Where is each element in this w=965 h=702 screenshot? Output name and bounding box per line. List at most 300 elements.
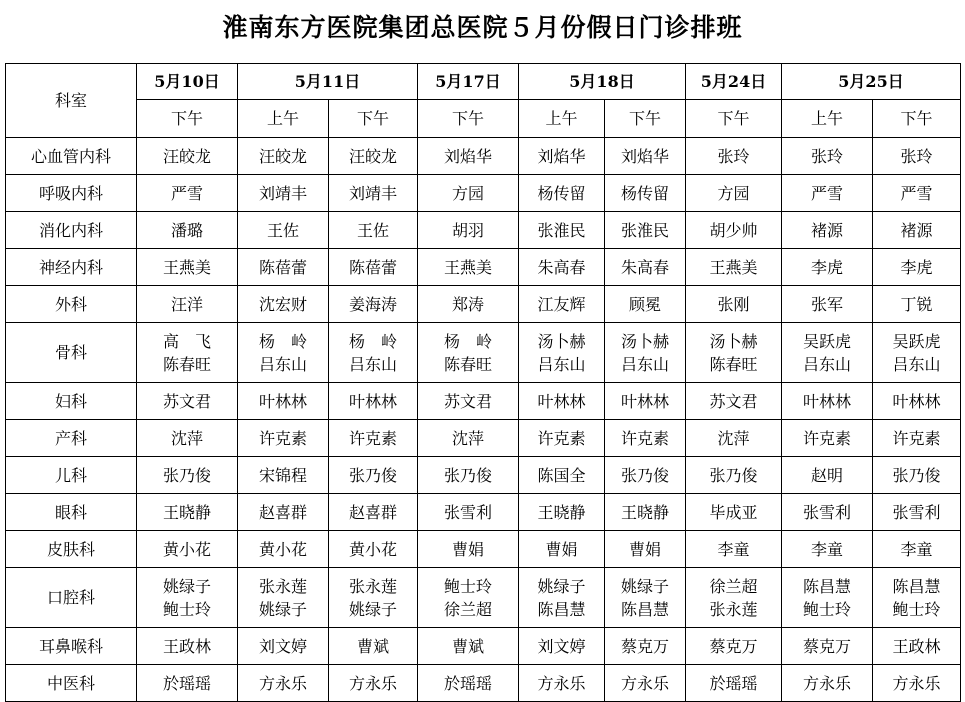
doctor-name: 丁锐 bbox=[900, 294, 933, 314]
doctor-name: 刘焰华 bbox=[620, 146, 669, 166]
doctor-name: 曹娟 bbox=[545, 539, 578, 559]
doctor-cell bbox=[418, 568, 519, 628]
doctor-name: 黄小花 bbox=[258, 539, 307, 559]
doctor-name: 陈春旺 bbox=[443, 354, 492, 374]
table-row bbox=[6, 383, 961, 420]
doctor-cell bbox=[238, 175, 329, 212]
doctor-cell bbox=[782, 175, 873, 212]
doctor-name: 徐兰超 bbox=[709, 576, 758, 596]
doctor-name: 杨 岭 bbox=[443, 331, 492, 351]
doctor-name: 蔡克万 bbox=[709, 636, 758, 656]
doctor-name: 许克素 bbox=[537, 428, 586, 448]
doctor-cell bbox=[873, 175, 961, 212]
doctor-cell bbox=[329, 138, 418, 175]
doctor-cell bbox=[873, 628, 961, 665]
doctor-name: 张永莲 bbox=[258, 576, 307, 596]
doctor-name: 杨传留 bbox=[537, 183, 586, 203]
doctor-cell bbox=[238, 628, 329, 665]
doctor-cell bbox=[137, 249, 238, 286]
department-name: 消化内科 bbox=[6, 212, 137, 249]
doctor-cell bbox=[418, 138, 519, 175]
doctor-cell bbox=[137, 531, 238, 568]
table-row bbox=[6, 212, 961, 249]
doctor-name: 高 飞 bbox=[162, 331, 211, 351]
doctor-cell bbox=[873, 665, 961, 702]
doctor-cell bbox=[519, 568, 605, 628]
doctor-cell bbox=[782, 212, 873, 249]
doctor-name: 赵明 bbox=[810, 465, 843, 485]
table-row bbox=[6, 628, 961, 665]
table-row bbox=[6, 175, 961, 212]
doctor-cell bbox=[329, 457, 418, 494]
department-name: 呼吸内科 bbox=[6, 175, 137, 212]
doctor-cell bbox=[137, 628, 238, 665]
doctor-name: 陈春旺 bbox=[709, 354, 758, 374]
doctor-cell bbox=[238, 212, 329, 249]
doctor-cell bbox=[519, 138, 605, 175]
doctor-cell bbox=[137, 568, 238, 628]
period-header: 下午 bbox=[329, 100, 418, 138]
doctor-cell bbox=[686, 494, 782, 531]
doctor-cell bbox=[418, 286, 519, 323]
table-row bbox=[6, 249, 961, 286]
doctor-cell bbox=[605, 249, 686, 286]
doctor-cell bbox=[873, 420, 961, 457]
doctor-name: 姜海涛 bbox=[348, 294, 397, 314]
doctor-cell bbox=[418, 628, 519, 665]
doctor-name: 蔡克万 bbox=[802, 636, 851, 656]
doctor-name: 吕东山 bbox=[348, 354, 397, 374]
doctor-name: 方永乐 bbox=[537, 673, 586, 693]
doctor-name: 张乃俊 bbox=[162, 465, 211, 485]
doctor-name: 姚绿子 bbox=[162, 576, 211, 596]
doctor-name: 吕东山 bbox=[258, 354, 307, 374]
doctor-cell bbox=[329, 628, 418, 665]
doctor-cell bbox=[519, 175, 605, 212]
doctor-name: 王晓静 bbox=[537, 502, 586, 522]
doctor-cell bbox=[686, 457, 782, 494]
period-header: 上午 bbox=[782, 100, 873, 138]
table-row bbox=[6, 420, 961, 457]
doctor-name: 曹斌 bbox=[356, 636, 389, 656]
department-name: 外科 bbox=[6, 286, 137, 323]
doctor-cell bbox=[686, 568, 782, 628]
doctor-cell bbox=[137, 175, 238, 212]
doctor-name: 方园 bbox=[717, 183, 750, 203]
department-name: 妇科 bbox=[6, 383, 137, 420]
doctor-name: 苏文君 bbox=[162, 391, 211, 411]
doctor-name: 王燕美 bbox=[709, 257, 758, 277]
department-name: 中医科 bbox=[6, 665, 137, 702]
doctor-cell bbox=[873, 286, 961, 323]
doctor-name: 刘靖丰 bbox=[258, 183, 307, 203]
doctor-cell bbox=[238, 286, 329, 323]
doctor-cell bbox=[782, 323, 873, 383]
doctor-name: 叶林林 bbox=[537, 391, 586, 411]
doctor-name: 张玲 bbox=[717, 146, 750, 166]
department-name: 心血管内科 bbox=[6, 138, 137, 175]
date-header: 5月11日 bbox=[238, 64, 418, 100]
doctor-name: 刘焰华 bbox=[537, 146, 586, 166]
doctor-name: 叶林林 bbox=[258, 391, 307, 411]
doctor-cell bbox=[782, 531, 873, 568]
doctor-name: 王政林 bbox=[162, 636, 211, 656]
doctor-name: 苏文君 bbox=[443, 391, 492, 411]
doctor-cell bbox=[605, 212, 686, 249]
doctor-name: 方永乐 bbox=[620, 673, 669, 693]
doctor-cell bbox=[605, 494, 686, 531]
doctor-name: 朱高春 bbox=[537, 257, 586, 277]
doctor-name: 刘文婷 bbox=[537, 636, 586, 656]
doctor-name: 方永乐 bbox=[892, 673, 941, 693]
doctor-cell bbox=[782, 383, 873, 420]
doctor-cell bbox=[137, 138, 238, 175]
doctor-name: 许克素 bbox=[802, 428, 851, 448]
doctor-name: 鲍士玲 bbox=[443, 576, 492, 596]
doctor-name: 李童 bbox=[900, 539, 933, 559]
department-name: 产科 bbox=[6, 420, 137, 457]
department-name: 耳鼻喉科 bbox=[6, 628, 137, 665]
doctor-name: 李童 bbox=[810, 539, 843, 559]
doctor-cell bbox=[418, 420, 519, 457]
doctor-name: 汪皎龙 bbox=[162, 146, 211, 166]
doctor-name: 张雪利 bbox=[443, 502, 492, 522]
doctor-cell bbox=[418, 531, 519, 568]
doctor-name: 於瑶瑶 bbox=[443, 673, 492, 693]
doctor-cell bbox=[686, 531, 782, 568]
doctor-cell bbox=[686, 286, 782, 323]
doctor-cell bbox=[873, 494, 961, 531]
doctor-cell bbox=[418, 383, 519, 420]
period-header: 下午 bbox=[605, 100, 686, 138]
doctor-name: 张永莲 bbox=[709, 599, 758, 619]
doctor-name: 鲍士玲 bbox=[802, 599, 851, 619]
doctor-name: 毕成亚 bbox=[709, 502, 758, 522]
page-title: 淮南东方医院集团总医院５月份假日门诊排班 bbox=[222, 13, 743, 42]
doctor-cell bbox=[686, 175, 782, 212]
doctor-name: 曹娟 bbox=[451, 539, 484, 559]
doctor-cell bbox=[137, 286, 238, 323]
doctor-cell bbox=[418, 323, 519, 383]
doctor-name: 顾冕 bbox=[628, 294, 661, 314]
doctor-cell bbox=[137, 383, 238, 420]
period-header-row bbox=[6, 100, 961, 138]
doctor-cell bbox=[329, 420, 418, 457]
date-header: 5月25日 bbox=[782, 64, 961, 100]
table-row bbox=[6, 286, 961, 323]
doctor-cell bbox=[873, 138, 961, 175]
doctor-cell bbox=[519, 457, 605, 494]
doctor-name: 郑涛 bbox=[451, 294, 484, 314]
doctor-name: 黄小花 bbox=[348, 539, 397, 559]
period-header: 下午 bbox=[137, 100, 238, 138]
department-name: 口腔科 bbox=[6, 568, 137, 628]
doctor-cell bbox=[329, 568, 418, 628]
doctor-name: 严雪 bbox=[900, 183, 933, 203]
doctor-cell bbox=[605, 457, 686, 494]
doctor-cell bbox=[686, 249, 782, 286]
doctor-cell bbox=[519, 212, 605, 249]
doctor-cell bbox=[686, 212, 782, 249]
doctor-name: 褚源 bbox=[900, 220, 933, 240]
doctor-name: 於瑶瑶 bbox=[709, 673, 758, 693]
doctor-cell bbox=[238, 420, 329, 457]
doctor-name: 姚绿子 bbox=[348, 599, 397, 619]
doctor-name: 徐兰超 bbox=[443, 599, 492, 619]
doctor-name: 汤卜赫 bbox=[537, 331, 586, 351]
doctor-name: 杨 岭 bbox=[258, 331, 307, 351]
date-header: 5月10日 bbox=[137, 64, 238, 100]
doctor-cell bbox=[605, 175, 686, 212]
doctor-name: 鲍士玲 bbox=[892, 599, 941, 619]
doctor-cell bbox=[873, 212, 961, 249]
doctor-name: 张乃俊 bbox=[443, 465, 492, 485]
doctor-cell bbox=[686, 420, 782, 457]
doctor-cell bbox=[686, 628, 782, 665]
doctor-cell bbox=[238, 323, 329, 383]
doctor-name: 张军 bbox=[810, 294, 843, 314]
doctor-cell bbox=[782, 457, 873, 494]
doctor-cell bbox=[605, 665, 686, 702]
doctor-cell bbox=[418, 175, 519, 212]
doctor-name: 陈国全 bbox=[537, 465, 586, 485]
date-header: 5月17日 bbox=[418, 64, 519, 100]
doctor-cell bbox=[782, 138, 873, 175]
doctor-cell bbox=[605, 138, 686, 175]
doctor-cell bbox=[238, 383, 329, 420]
doctor-name: 吴跃虎 bbox=[892, 331, 941, 351]
doctor-cell bbox=[137, 665, 238, 702]
doctor-cell bbox=[238, 249, 329, 286]
doctor-name: 王燕美 bbox=[443, 257, 492, 277]
doctor-name: 陈蓓蕾 bbox=[348, 257, 397, 277]
doctor-name: 叶林林 bbox=[620, 391, 669, 411]
doctor-cell bbox=[873, 383, 961, 420]
doctor-name: 李童 bbox=[717, 539, 750, 559]
doctor-cell bbox=[137, 420, 238, 457]
doctor-name: 叶林林 bbox=[802, 391, 851, 411]
doctor-name: 汤卜赫 bbox=[620, 331, 669, 351]
doctor-cell bbox=[418, 665, 519, 702]
doctor-cell bbox=[519, 420, 605, 457]
doctor-name: 汪洋 bbox=[170, 294, 203, 314]
doctor-name: 张淮民 bbox=[537, 220, 586, 240]
doctor-name: 叶林林 bbox=[348, 391, 397, 411]
doctor-name: 严雪 bbox=[810, 183, 843, 203]
doctor-name: 张淮民 bbox=[620, 220, 669, 240]
doctor-name: 赵喜群 bbox=[258, 502, 307, 522]
doctor-name: 方永乐 bbox=[802, 673, 851, 693]
doctor-cell bbox=[686, 665, 782, 702]
doctor-name: 陈昌慧 bbox=[892, 576, 941, 596]
doctor-name: 曹斌 bbox=[451, 636, 484, 656]
doctor-name: 王晓静 bbox=[162, 502, 211, 522]
date-header-row bbox=[6, 64, 961, 100]
doctor-name: 王政林 bbox=[892, 636, 941, 656]
doctor-name: 王佐 bbox=[356, 220, 389, 240]
doctor-name: 曹娟 bbox=[628, 539, 661, 559]
doctor-name: 陈春旺 bbox=[162, 354, 211, 374]
doctor-name: 沈萍 bbox=[717, 428, 750, 448]
doctor-name: 严雪 bbox=[170, 183, 203, 203]
table-row bbox=[6, 665, 961, 702]
doctor-cell bbox=[519, 383, 605, 420]
doctor-name: 方园 bbox=[451, 183, 484, 203]
doctor-name: 蔡克万 bbox=[620, 636, 669, 656]
doctor-cell bbox=[605, 323, 686, 383]
doctor-name: 杨传留 bbox=[620, 183, 669, 203]
period-header: 下午 bbox=[686, 100, 782, 138]
doctor-cell bbox=[605, 628, 686, 665]
doctor-name: 李虎 bbox=[900, 257, 933, 277]
doctor-name: 许克素 bbox=[258, 428, 307, 448]
doctor-cell bbox=[329, 286, 418, 323]
table-row bbox=[6, 138, 961, 175]
doctor-name: 於瑶瑶 bbox=[162, 673, 211, 693]
doctor-name: 姚绿子 bbox=[620, 576, 669, 596]
doctor-cell bbox=[782, 249, 873, 286]
department-name: 神经内科 bbox=[6, 249, 137, 286]
doctor-name: 胡少帅 bbox=[709, 220, 758, 240]
doctor-cell bbox=[519, 628, 605, 665]
doctor-name: 吕东山 bbox=[802, 354, 851, 374]
doctor-name: 刘焰华 bbox=[443, 146, 492, 166]
doctor-name: 张雪利 bbox=[892, 502, 941, 522]
doctor-name: 沈萍 bbox=[170, 428, 203, 448]
doctor-cell bbox=[782, 420, 873, 457]
doctor-name: 吕东山 bbox=[892, 354, 941, 374]
doctor-cell bbox=[519, 531, 605, 568]
doctor-cell bbox=[782, 665, 873, 702]
doctor-cell bbox=[605, 531, 686, 568]
department-name: 儿科 bbox=[6, 457, 137, 494]
doctor-cell bbox=[605, 420, 686, 457]
doctor-cell bbox=[137, 494, 238, 531]
doctor-name: 姚绿子 bbox=[537, 576, 586, 596]
doctor-name: 张乃俊 bbox=[620, 465, 669, 485]
doctor-name: 张雪利 bbox=[802, 502, 851, 522]
doctor-cell bbox=[137, 457, 238, 494]
doctor-name: 姚绿子 bbox=[258, 599, 307, 619]
period-header: 上午 bbox=[238, 100, 329, 138]
doctor-cell bbox=[605, 383, 686, 420]
table-row bbox=[6, 531, 961, 568]
doctor-cell bbox=[329, 249, 418, 286]
doctor-name: 许克素 bbox=[348, 428, 397, 448]
doctor-name: 王佐 bbox=[266, 220, 299, 240]
doctor-cell bbox=[519, 665, 605, 702]
date-header: 5月24日 bbox=[686, 64, 782, 100]
doctor-cell bbox=[686, 138, 782, 175]
doctor-cell bbox=[873, 568, 961, 628]
doctor-cell bbox=[686, 383, 782, 420]
doctor-cell bbox=[418, 494, 519, 531]
doctor-cell bbox=[329, 665, 418, 702]
doctor-name: 张玲 bbox=[900, 146, 933, 166]
doctor-cell bbox=[782, 628, 873, 665]
table-row bbox=[6, 568, 961, 628]
doctor-name: 鲍士玲 bbox=[162, 599, 211, 619]
doctor-cell bbox=[329, 323, 418, 383]
period-header: 下午 bbox=[418, 100, 519, 138]
doctor-name: 张玲 bbox=[810, 146, 843, 166]
doctor-name: 方永乐 bbox=[348, 673, 397, 693]
doctor-name: 李虎 bbox=[810, 257, 843, 277]
doctor-cell bbox=[238, 531, 329, 568]
doctor-cell bbox=[873, 457, 961, 494]
period-header: 上午 bbox=[519, 100, 605, 138]
doctor-name: 王晓静 bbox=[620, 502, 669, 522]
schedule-body bbox=[6, 138, 961, 702]
doctor-cell bbox=[873, 531, 961, 568]
doctor-name: 汤卜赫 bbox=[709, 331, 758, 351]
doctor-name: 潘璐 bbox=[170, 220, 203, 240]
doctor-cell bbox=[873, 323, 961, 383]
doctor-cell bbox=[329, 212, 418, 249]
doctor-cell bbox=[238, 457, 329, 494]
doctor-cell bbox=[329, 531, 418, 568]
doctor-name: 方永乐 bbox=[258, 673, 307, 693]
doctor-cell bbox=[329, 383, 418, 420]
date-header: 5月18日 bbox=[519, 64, 686, 100]
doctor-cell bbox=[238, 494, 329, 531]
doctor-cell bbox=[605, 286, 686, 323]
department-name: 骨科 bbox=[6, 323, 137, 383]
doctor-name: 宋锦程 bbox=[258, 465, 307, 485]
doctor-name: 朱高春 bbox=[620, 257, 669, 277]
doctor-name: 张乃俊 bbox=[348, 465, 397, 485]
doctor-cell bbox=[782, 568, 873, 628]
doctor-cell bbox=[519, 323, 605, 383]
doctor-cell bbox=[418, 212, 519, 249]
doctor-cell bbox=[238, 665, 329, 702]
doctor-name: 陈昌慧 bbox=[620, 599, 669, 619]
doctor-cell bbox=[418, 249, 519, 286]
doctor-cell bbox=[519, 494, 605, 531]
doctor-cell bbox=[519, 286, 605, 323]
doctor-cell bbox=[137, 212, 238, 249]
department-header: 科室 bbox=[6, 64, 137, 138]
doctor-name: 褚源 bbox=[810, 220, 843, 240]
doctor-name: 张永莲 bbox=[348, 576, 397, 596]
schedule-table bbox=[5, 63, 961, 702]
doctor-cell bbox=[329, 494, 418, 531]
doctor-cell bbox=[519, 249, 605, 286]
doctor-name: 陈昌慧 bbox=[537, 599, 586, 619]
doctor-cell bbox=[782, 494, 873, 531]
doctor-cell bbox=[238, 568, 329, 628]
doctor-name: 赵喜群 bbox=[348, 502, 397, 522]
doctor-name: 王燕美 bbox=[162, 257, 211, 277]
table-row bbox=[6, 323, 961, 383]
doctor-name: 黄小花 bbox=[162, 539, 211, 559]
doctor-cell bbox=[238, 138, 329, 175]
doctor-name: 刘文婷 bbox=[258, 636, 307, 656]
doctor-cell bbox=[137, 323, 238, 383]
doctor-name: 陈昌慧 bbox=[802, 576, 851, 596]
doctor-cell bbox=[873, 249, 961, 286]
doctor-name: 江友辉 bbox=[537, 294, 586, 314]
doctor-name: 刘靖丰 bbox=[348, 183, 397, 203]
doctor-name: 陈蓓蕾 bbox=[258, 257, 307, 277]
doctor-name: 胡羽 bbox=[451, 220, 484, 240]
doctor-name: 叶林林 bbox=[892, 391, 941, 411]
doctor-name: 许克素 bbox=[892, 428, 941, 448]
table-row bbox=[6, 494, 961, 531]
doctor-name: 吴跃虎 bbox=[802, 331, 851, 351]
doctor-name: 沈萍 bbox=[451, 428, 484, 448]
doctor-name: 汪皎龙 bbox=[348, 146, 397, 166]
